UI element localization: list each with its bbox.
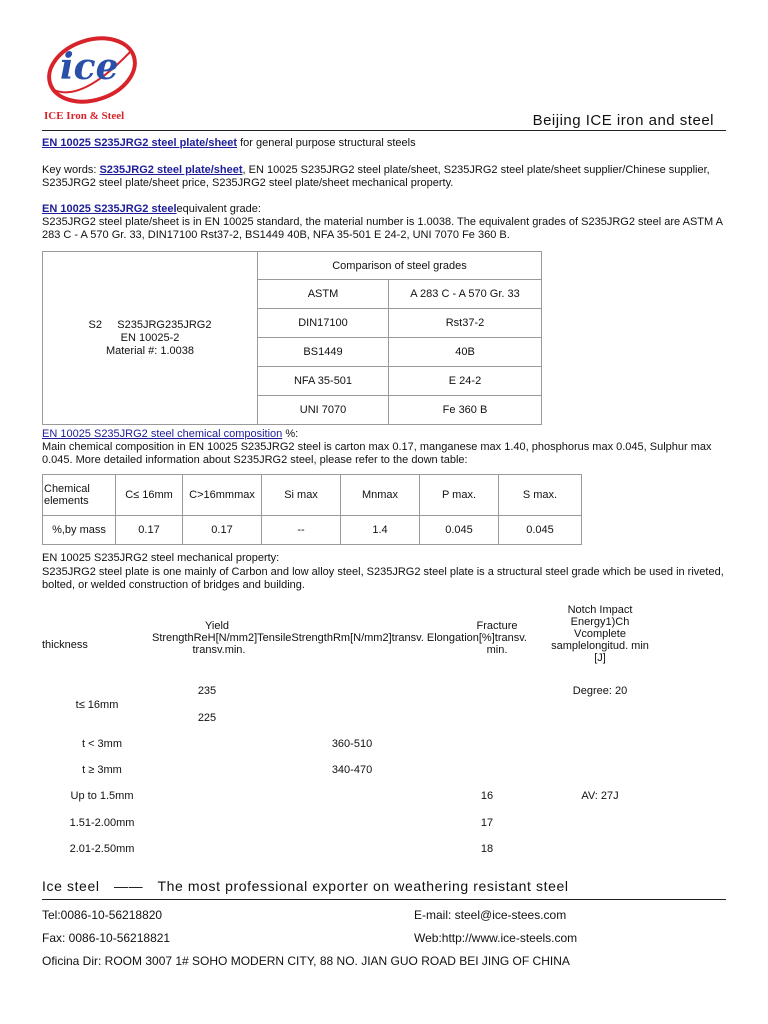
mech-ts340: 340-470 [331, 764, 373, 776]
mech-tge3: t ≥ 3mm [82, 764, 122, 776]
mech-e18: 18 [480, 843, 494, 855]
grade-astm: A 283 C - A 570 Gr. 33 [389, 280, 542, 309]
std-din: DIN17100 [258, 309, 389, 338]
slogan-left: Ice steel [42, 878, 100, 894]
logo-caption: ICE Iron & Steel [44, 110, 125, 122]
company-name: Beijing ICE iron and steel [532, 112, 714, 129]
mech-y225: 225 [197, 712, 217, 724]
header-rule [42, 130, 726, 131]
equiv-link[interactable]: EN 10025 S235JRG2 steel [42, 203, 177, 215]
std-uni: UNI 7070 [258, 396, 389, 425]
mech-r15: Up to 1.5mm [70, 790, 134, 802]
grade-din: Rst37-2 [389, 309, 542, 338]
chem-h-elements: Chemical elements [43, 475, 116, 516]
footer-address: Oficina Dir: ROOM 3007 1# SOHO MODERN CITY, 88 NO. JIAN GUO ROAD BEI JING OF CHINA [42, 954, 570, 968]
chem-h-c16: C≤ 16mm [116, 475, 183, 516]
mech-r201: 2.01-2.50mm [69, 843, 135, 855]
mech-h-notch-3: Vcomplete [574, 628, 626, 640]
mechanical-heading: EN 10025 S235JRG2 steel mechanical property: [42, 552, 280, 564]
mech-h-yield-1: Yield [204, 620, 230, 632]
mech-t3: t < 3mm [81, 738, 123, 750]
logo-text: ice [60, 46, 119, 88]
chem-v-c16: 0.17 [116, 516, 183, 545]
chem-v-c16max: 0.17 [183, 516, 262, 545]
mech-h-thickness: thickness [42, 639, 88, 651]
slogan-right: The most professional exporter on weathering resistant steel [157, 878, 569, 894]
chem-v-label: %,by mass [43, 516, 116, 545]
mech-t16: t≤ 16mm [75, 699, 119, 711]
chem-h-mn: Mnmax [341, 475, 420, 516]
footer-web[interactable]: Web:http://www.ice-steels.com [414, 931, 578, 945]
mech-h-yield-2: StrengthReH[N/mm2]TensileStrengthRm[N/mm2]transv. Elongation[%]transv. [152, 632, 527, 644]
equiv-rest: equivalent grade: [176, 203, 261, 215]
chem-v-mn: 1.4 [341, 516, 420, 545]
chemical-rest: %: [282, 428, 299, 440]
footer-email[interactable]: E-mail: steel@ice-stees.com [414, 908, 567, 922]
mech-e17: 17 [480, 817, 494, 829]
std-bs: BS1449 [258, 338, 389, 367]
doc-title [42, 137, 732, 150]
grade-line-1: S2 S235JRG235JRG2 [88, 318, 212, 331]
mech-h-notch-4: samplelongitud. min [551, 640, 649, 652]
footer-tel: Tel:0086-10-56218820 [42, 908, 163, 922]
comparison-table [42, 251, 542, 425]
chem-h-p: P max. [420, 475, 499, 516]
chem-h-s: S max. [499, 475, 582, 516]
keywords-text: , EN 10025 S235JRG2 steel plate/sheet, S235JRG2 steel plate/sheet supplier/Chinese supplier, S235JRG2 steel plate/sheet price, S235JRG2 steel plate/sheet mechanical property. [42, 164, 710, 189]
chemical-table [42, 474, 582, 545]
chem-v-p: 0.045 [420, 516, 499, 545]
mech-h-notch-5: [J] [594, 652, 606, 664]
mech-ts360: 360-510 [331, 738, 373, 750]
grade-bs: 40B [389, 338, 542, 367]
grade-nfa: E 24-2 [389, 367, 542, 396]
mech-h-notch-1: Notch Impact [567, 604, 633, 616]
mech-degree: Degree: 20 [572, 685, 628, 697]
title-link[interactable]: EN 10025 S235JRG2 steel plate/sheet [42, 137, 238, 149]
chem-h-c16max: C>16mmmax [183, 475, 262, 516]
equiv-text: S235JRG2 steel plate/sheet is in EN 10025 standard, the material number is 1.0038. The equivalent grades of S235JRG2 steel are ASTM A 283 C - A 570 Gr. 33, DIN17100 Rst37-2, BS1449 40B, NFA 35-501 E 24-2, UNI 7070 Fe 360 B. [42, 216, 723, 241]
chemical-text: Main chemical composition in EN 10025 S235JRG2 steel is carton max 0.17, manganese max 1.40, phosphorus max 0.045, Sulphur max 0.045. More detailed information about S235JRG2 steel, please refer to the down table: [42, 441, 712, 466]
grade-line-2: EN 10025-2 [120, 331, 180, 344]
mech-h-fracture-1: Fracture [476, 620, 518, 632]
grade-uni: Fe 360 B [389, 396, 542, 425]
mech-h-yield-3: transv.min. [192, 644, 246, 656]
mech-e16: 16 [480, 790, 494, 802]
title-rest: for general purpose structural steels [237, 137, 416, 149]
keywords [42, 164, 732, 190]
mech-h-fracture-3: min. [486, 644, 508, 656]
chem-v-si: -- [262, 516, 341, 545]
keywords-label: Key words: [42, 164, 100, 176]
mech-r151: 1.51-2.00mm [69, 817, 135, 829]
logo [42, 30, 142, 125]
std-astm: ASTM [258, 280, 389, 309]
chem-h-si: Si max [262, 475, 341, 516]
mech-h-notch-2: Energy1)Ch [570, 616, 630, 628]
mech-y235: 235 [197, 685, 217, 697]
keywords-link[interactable]: S235JRG2 steel plate/sheet [99, 164, 243, 176]
footer-rule [42, 899, 726, 900]
slogan-dash: —— [114, 878, 144, 894]
footer-slogan [42, 878, 569, 894]
footer-fax: Fax: 0086-10-56218821 [42, 931, 171, 945]
mechanical-text: S235JRG2 steel plate is one mainly of Carbon and low alloy steel, S235JRG2 steel plate is a structural steel grade which be used in riveted, bolted, or welded construction of bridges and building. [42, 566, 724, 591]
equiv-heading [42, 203, 732, 216]
comparison-header: Comparison of steel grades [258, 252, 542, 280]
chemical-heading [42, 428, 732, 441]
std-nfa: NFA 35-501 [258, 367, 389, 396]
mech-av: AV: 27J [581, 790, 619, 802]
chemical-link[interactable]: EN 10025 S235JRG2 steel chemical composition [42, 428, 283, 440]
grade-cell [43, 252, 258, 425]
grade-line-3: Material #: 1.0038 [105, 344, 195, 357]
chem-v-s: 0.045 [499, 516, 582, 545]
